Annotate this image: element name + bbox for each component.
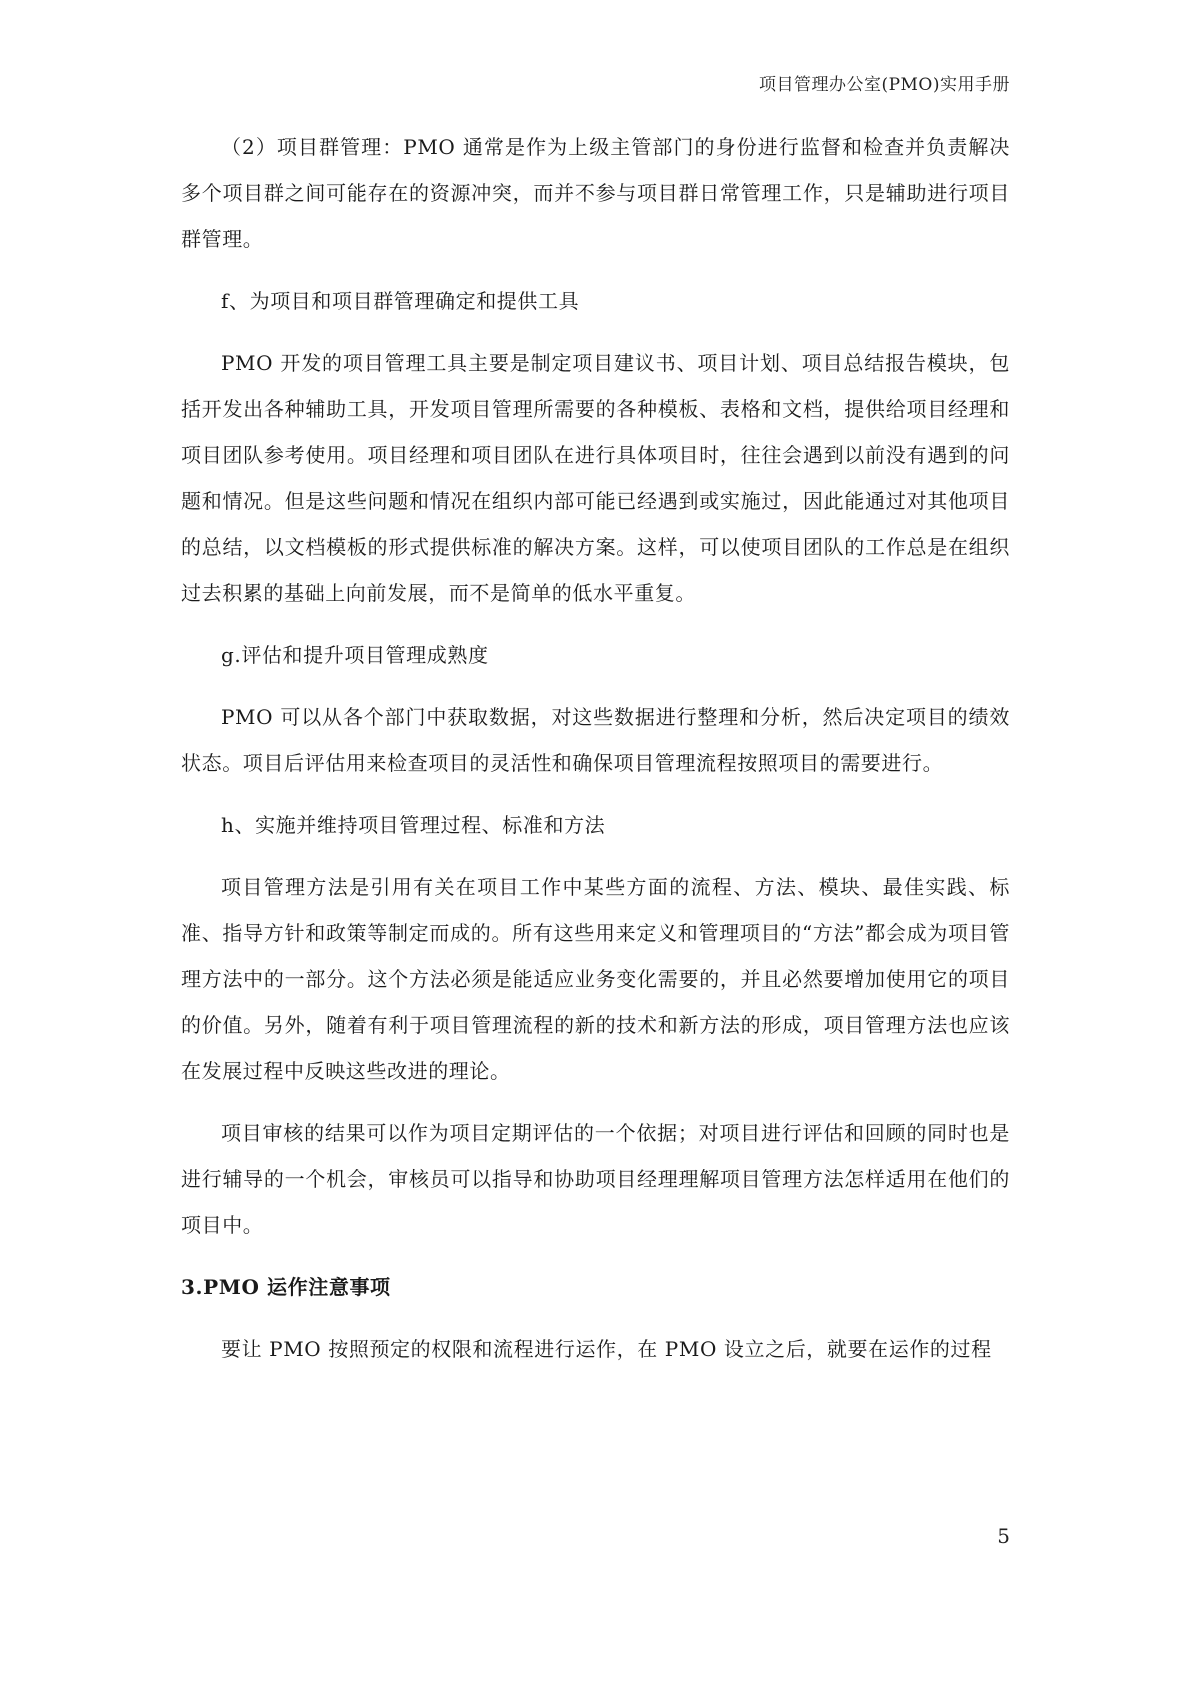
subheading-g-maturity: g.评估和提升项目管理成熟度 — [221, 643, 489, 667]
paragraph-audit: 项目审核的结果可以作为项目定期评估的一个依据；对项目进行评估和回顾的同时也是进行辅导的一个机会，审核员可以指导和协助项目经理理解项目管理方法怎样适用在他们的项目中。 — [181, 1121, 1010, 1237]
paragraph-pmo-tools: PMO 开发的项目管理工具主要是制定项目建议书、项目计划、项目总结报告模块，包括开发出各种辅助工具，开发项目管理所需要的各种模板、表格和文档，提供给项目经理和项目团队参考使用。项目经理和项目团队在进行具体项目时，往往会遇到以前没有遇到的问题和情况。但是这些问题和情况在组织内部可能已经遇到或实施过，因此能通过对其他项目的总结，以文档模板的形式提供标准的解决方案。这样，可以使项目团队的工作总是在组织过去积累的基础上向前发展，而不是简单的低水平重复。 — [181, 351, 1010, 605]
section-title-pmo-operation: 3.PMO 运作注意事项 — [181, 1275, 391, 1299]
subheading-h-process: h、实施并维持项目管理过程、标准和方法 — [221, 813, 606, 837]
paragraph-performance-data: PMO 可以从各个部门中获取数据，对这些数据进行整理和分析，然后决定项目的绩效状态。项目后评估用来检查项目的灵活性和确保项目管理流程按照项目的需要进行。 — [181, 705, 1010, 775]
paragraph-operation-intro: 要让 PMO 按照预定的权限和流程进行运作，在 PMO 设立之后，就要在运作的过程 — [221, 1337, 992, 1361]
page-body — [181, 124, 1010, 1388]
paragraph-methodology: 项目管理方法是引用有关在项目工作中某些方面的流程、方法、模块、最佳实践、标准、指导方针和政策等制定而成的。所有这些用来定义和管理项目的“方法”都会成为项目管理方法中的一部分。这个方法必须是能适应业务变化需要的，并且必然要增加使用它的项目的价值。另外，随着有利于项目管理流程的新的技术和新方法的形成，项目管理方法也应该在发展过程中反映这些改进的理论。 — [181, 875, 1010, 1083]
paragraph-program-management: （2）项目群管理：PMO 通常是作为上级主管部门的身份进行监督和检查并负责解决多个项目群之间可能存在的资源冲突，而并不参与项目群日常管理工作，只是辅助进行项目群管理。 — [181, 135, 1010, 251]
subheading-f-tools: f、为项目和项目群管理确定和提供工具 — [221, 289, 580, 313]
running-header: 项目管理办公室(PMO)实用手册 — [758, 75, 1010, 95]
page-number: 5 — [997, 1524, 1010, 1548]
header-divider — [181, 100, 1010, 101]
